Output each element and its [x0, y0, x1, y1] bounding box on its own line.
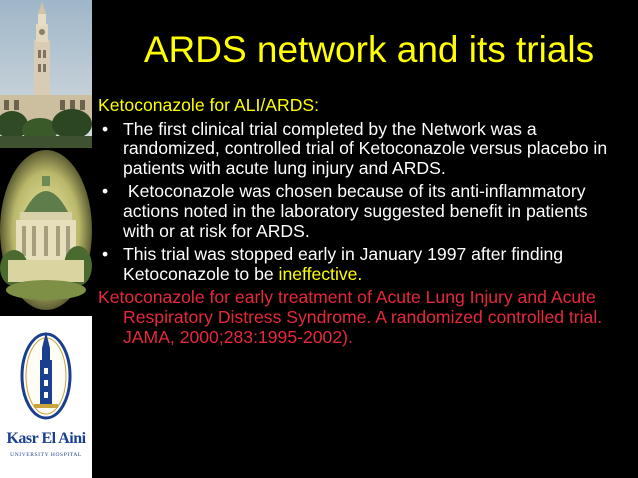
bullet-highlight: ineffective.: [278, 263, 363, 284]
citation-reference: Ketoconazole for early treatment of Acute Lung Injury and Acute Respiratory Distress Syndrome. A randomized controlled trial. JAMA, 2000;283:1995-2002).: [98, 287, 603, 347]
hospital-logo: [0, 316, 92, 478]
logo-subtitle: UNIVERSITY HOSPITAL: [10, 452, 82, 458]
clock-tower-photo: [0, 0, 92, 148]
bullet-marker: •: [102, 181, 109, 202]
bullet-item-2: [98, 182, 618, 241]
subheading: Ketoconazole for ALI/ARDS:: [98, 95, 320, 115]
dome-building-photo: [0, 150, 92, 312]
bullet-item-1: [98, 120, 618, 179]
side-image-strip: [0, 0, 92, 478]
bullet-marker: •: [102, 118, 109, 139]
logo-name: Kasr El Aini: [6, 430, 86, 447]
bullet-text: Ketoconazole was chosen because of its anti-inflammatory actions noted in the laboratory suggested benefit in patients with or at risk for ARDS.: [123, 181, 593, 241]
bullet-marker: •: [102, 244, 109, 265]
bullet-text: The first clinical trial completed by the Network was a randomized, controlled trial of Ketoconazole versus placebo in patients with acute lung injury and ARDS.: [123, 118, 608, 178]
bullet-item-3: [98, 245, 618, 284]
slide-title: ARDS network and its trials: [143, 29, 595, 70]
bullet-text: This trial was stopped early in January 1997 after finding Ketoconazole to be: [123, 244, 564, 284]
slide-body: [98, 96, 618, 347]
